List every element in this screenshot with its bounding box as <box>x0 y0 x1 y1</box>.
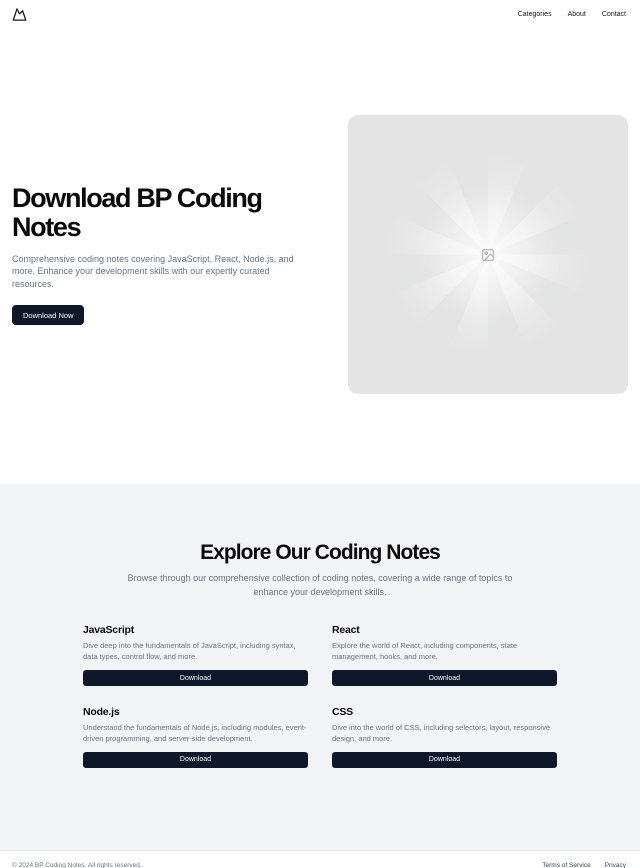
header-nav <box>518 11 626 18</box>
card-description: Dive into the world of CSS, including selectors, layout, responsive design, and more. <box>332 723 551 743</box>
note-card-react <box>332 624 557 686</box>
hero-description: Comprehensive coding notes covering JavaScript, React, Node.js, and more. Enhance your development skills with our expertly curated resources. <box>12 253 294 290</box>
logo[interactable] <box>12 7 27 22</box>
download-css-button[interactable]: Download <box>332 752 557 768</box>
note-card-nodejs <box>83 706 308 768</box>
nav-link-about[interactable]: About <box>567 10 586 18</box>
nav-link-contact[interactable]: Contact <box>601 10 626 18</box>
download-now-button[interactable]: Download Now <box>12 305 84 325</box>
footer <box>0 850 640 868</box>
hero-text-block <box>12 184 312 325</box>
hero-placeholder-image <box>348 115 628 394</box>
card-description: Explore the world of React, including components, state management, hooks, and more. <box>332 641 518 662</box>
note-card-javascript <box>83 624 308 686</box>
explore-section <box>0 484 640 850</box>
card-title: JavaScript <box>83 624 135 637</box>
mountain-icon <box>12 7 27 22</box>
privacy-link[interactable]: Privacy <box>604 861 626 868</box>
note-card-css <box>332 706 557 768</box>
terms-of-service-link[interactable]: Terms of Service <box>542 861 591 868</box>
explore-subtitle: Browse through our comprehensive collection of coding notes, covering a wide range of topics to enhance your development skills. <box>127 573 513 597</box>
card-title: CSS <box>332 706 353 719</box>
download-javascript-button[interactable]: Download <box>83 670 308 686</box>
card-title: Node.js <box>83 706 120 719</box>
download-react-button[interactable]: Download <box>332 670 557 686</box>
image-icon <box>481 248 495 262</box>
header <box>0 0 640 28</box>
nav-link-categories[interactable]: Categories <box>517 10 552 18</box>
explore-title: Explore Our Coding Notes <box>200 541 440 564</box>
footer-links <box>542 862 626 868</box>
hero-title: Download BP Coding Notes <box>12 182 262 242</box>
card-description: Understand the fundamentals of Node.js, including modules, event-driven programming, and server-side development. <box>83 723 307 743</box>
card-description: Dive deep into the fundamentals of JavaScript, including syntax, data types, control flow, and more. <box>83 641 296 662</box>
notes-card-grid <box>83 624 557 768</box>
hero-section <box>0 28 640 484</box>
download-nodejs-button[interactable]: Download <box>83 752 308 768</box>
copyright-text: © 2024 BP Coding Notes. All rights reserved. <box>12 861 142 868</box>
card-title: React <box>332 624 360 637</box>
